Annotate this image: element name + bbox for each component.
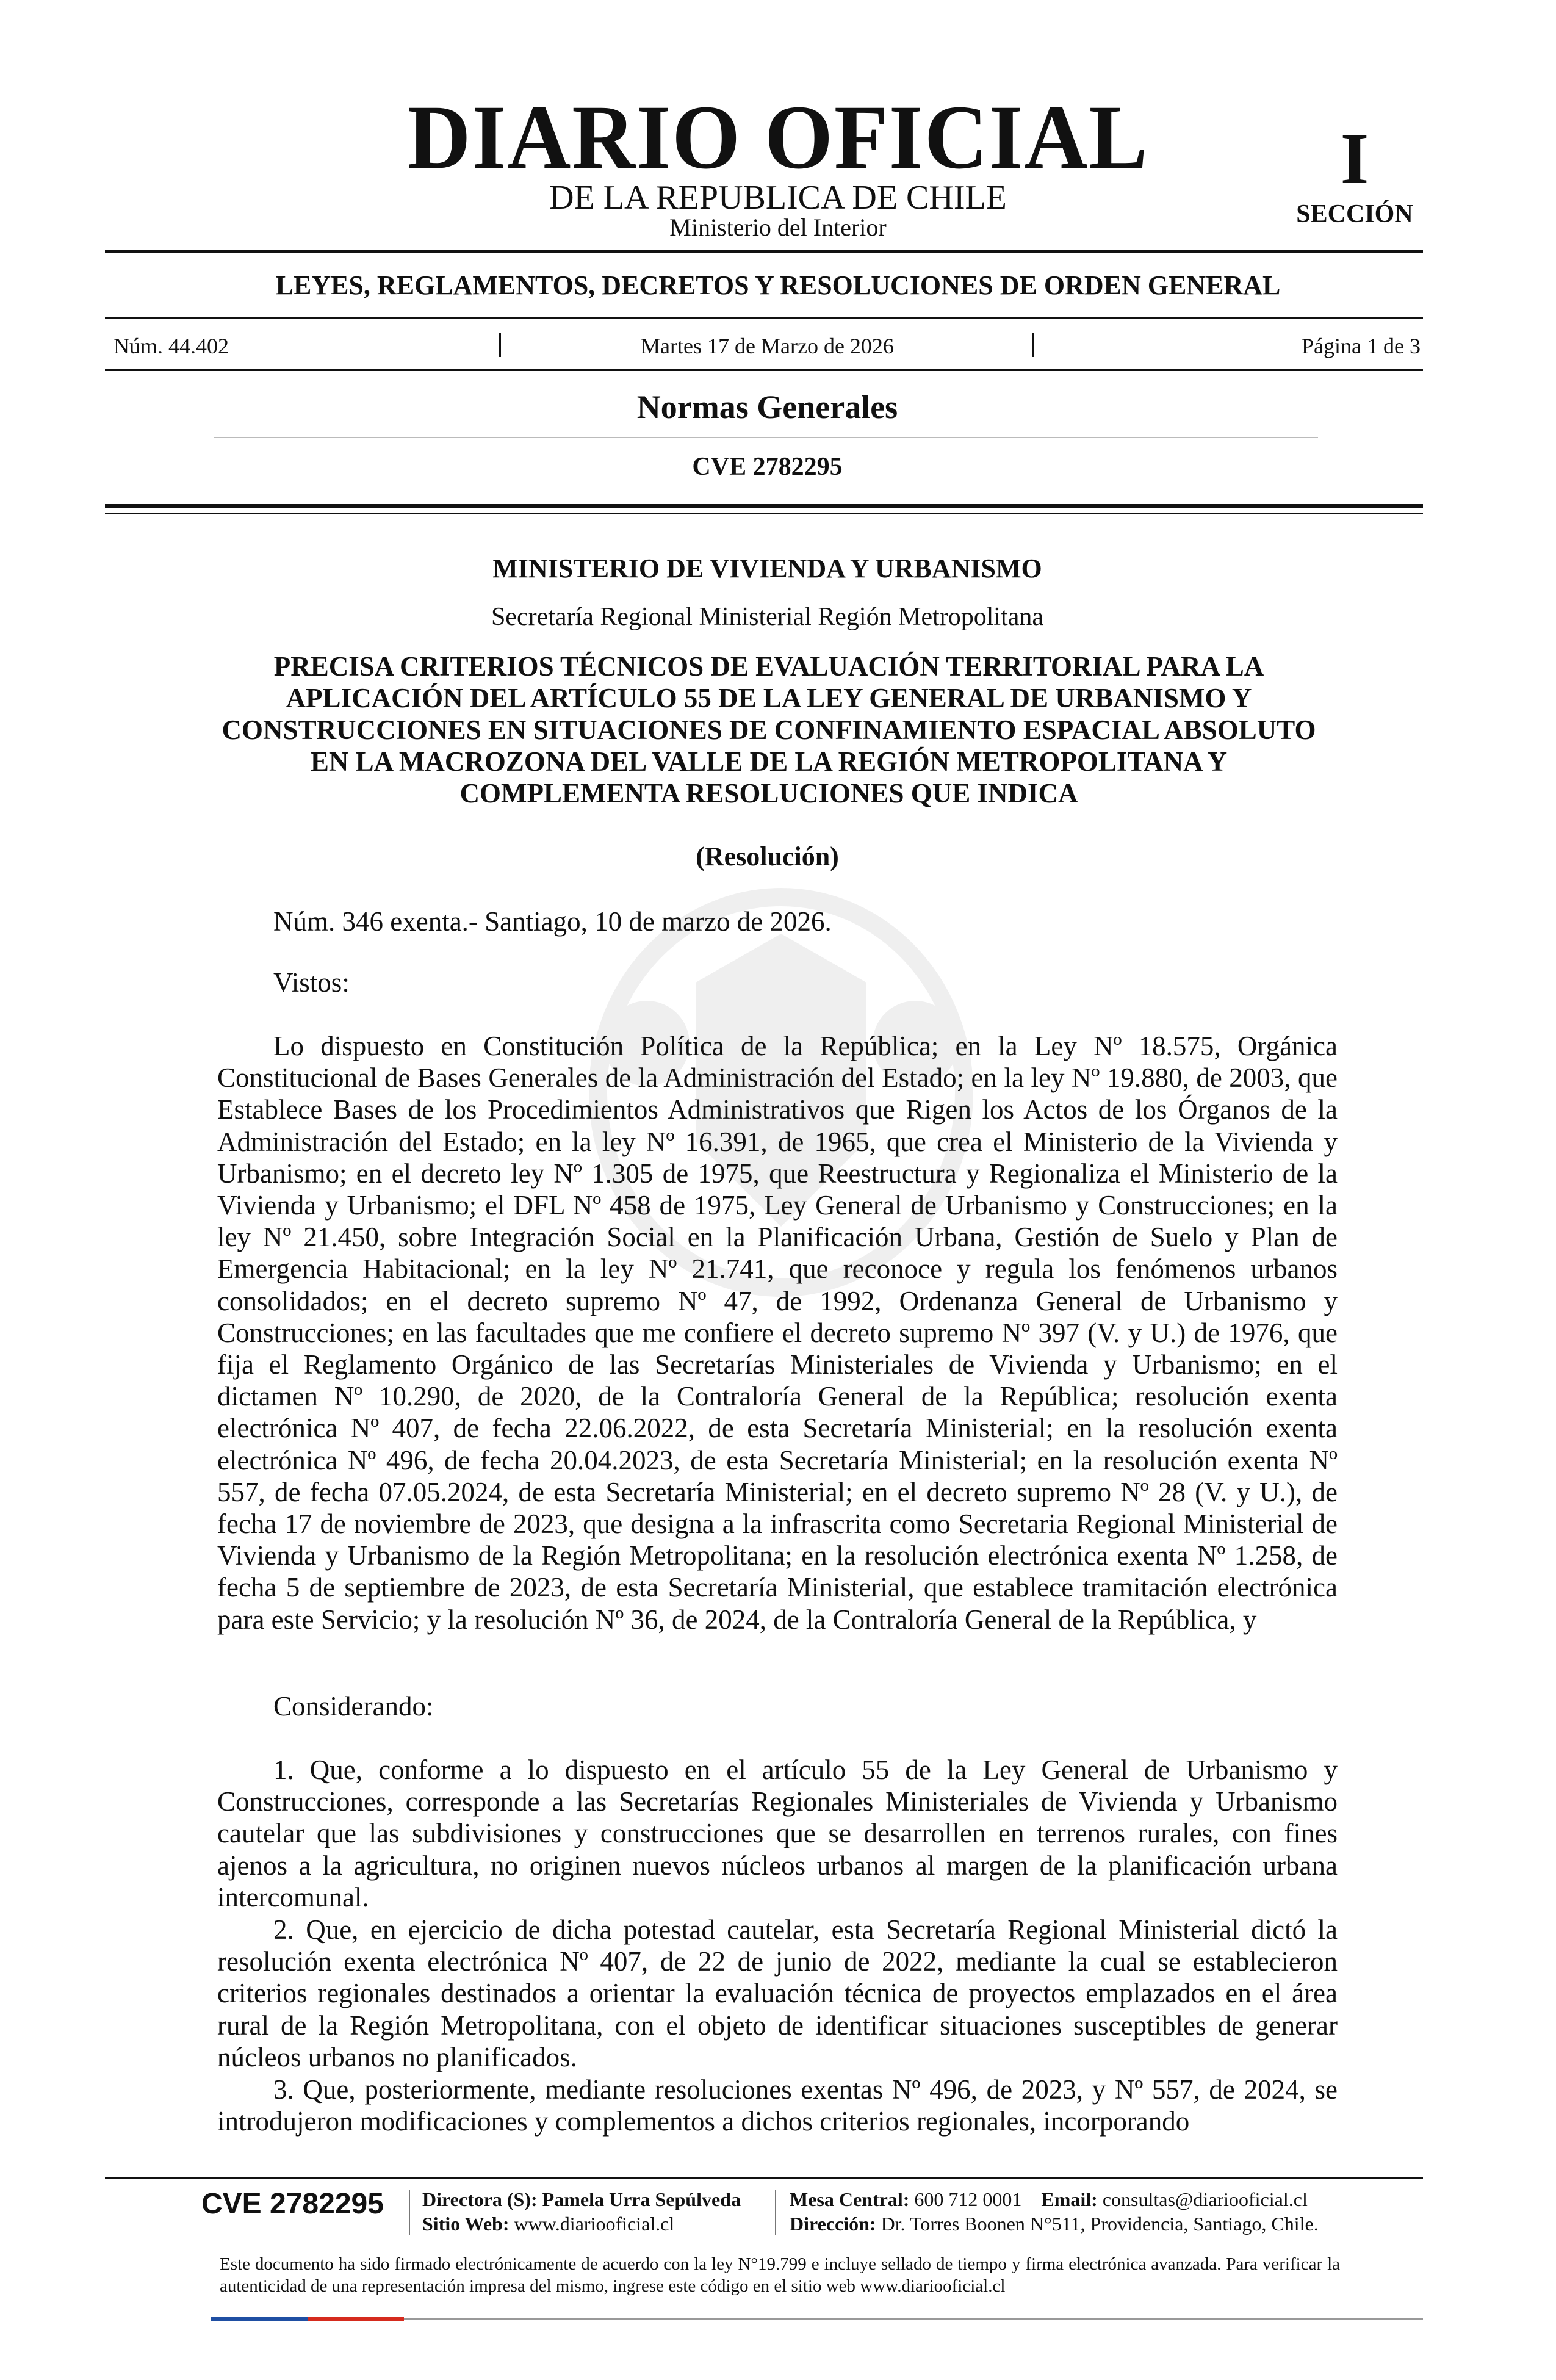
address-label: Dirección: — [790, 2213, 876, 2235]
page-indicator: Página 1 de 3 — [1302, 334, 1421, 358]
web-label: Sitio Web: — [422, 2213, 510, 2235]
section-number: I — [1340, 118, 1369, 199]
masthead-subtitle: DE LA REPUBLICA DE CHILE — [549, 179, 1007, 217]
vistos-text: Lo dispuesto en Constitución Política de la República; en la Ley Nº 18.575, Orgánica Constitucional de Bases Generales de la Administración del Estado; en la ley Nº 19.880, de 2003, que Establece Bases de los Procedimientos Administrativos que Rigen los Actos de los Órganos de la Administración del Estado; en la ley Nº 16.391, de 1965, que crea el Ministerio de la Vivienda y Urbanismo; en el decreto ley Nº 1.305 de 1975, que Reestructura y Regionaliza el Ministerio de la Vivienda y Urbanismo; el DFL Nº 458 de 1975, Ley General de Urbanismo y Construcciones; en la ley Nº 21.450, sobre Integración Social en la Planificación Urbana, Gestión de Suelo y Plan de Emergencia Habitacional; en la ley Nº 21.741, que reconoce y regula los fenómenos urbanos consolidados; en el decreto supremo Nº 47, de 1992, Ordenanza General de Urbanismo y Construcciones; en las facultades que me confiere el decreto supremo Nº 397 (V. y U.) de 1976, que fija el Reglamento Orgánico de las Secretarías Ministeriales de Vivienda y Urbanismo; en el dictamen Nº 10.290, de 2020, de la Contraloría General de la República; resolución exenta electrónica Nº 407, de fecha 22.06.2022, de esta Secretaría Ministerial; en la resolución exenta electrónica Nº 496, de fecha 20.04.2023, de esta Secretaría Ministerial; en la resolución exenta Nº 557, de fecha 07.05.2024, de esta Secretaría Ministerial; en el decreto supremo Nº 28 (V. y U.), de fecha 17 de noviembre de 2023, que designa a la infrascrita como Secretaria Regional Ministerial de Vivienda y Urbanismo de la Región Metropolitana; en la resolución electrónica exenta Nº 1.258, de fecha 5 de septiembre de 2023, de esta Secretaría Ministerial, que establece tramitación electrónica para este Servicio; y la resolución Nº 36, de 2024, de la Contraloría General de la República, y — [217, 1031, 1338, 1635]
footer-cve: CVE 2782295 — [201, 2188, 384, 2220]
office-heading: Secretaría Regional Ministerial Región Metropolitana — [491, 603, 1044, 631]
masthead-ministry: Ministerio del Interior — [669, 214, 887, 241]
document-type: (Resolución) — [696, 842, 839, 871]
considerando-2 — [217, 1914, 1338, 2073]
phone-label: Mesa Central: — [790, 2188, 910, 2210]
footer-rule-top — [105, 2177, 1423, 2179]
director-label: Directora (S): Pamela Urra Sepúlveda — [422, 2188, 741, 2210]
address-value: Dr. Torres Boonen N°511, Providencia, Santiago, Chile. — [881, 2213, 1319, 2235]
section-heading: Normas Generales — [636, 389, 898, 425]
web-link[interactable]: www.diariooficial.cl — [514, 2213, 675, 2235]
double-rule-bottom — [105, 513, 1423, 514]
vistos-label: Vistos: — [273, 967, 350, 998]
considerando-text: 1. Que, conforme a lo dispuesto en el artículo 55 de la Ley General de Urbanismo y Construcciones, corresponde a las Secretarías Regionales Ministeriales de Vivienda y Urbanismo cautelar que las subdivisiones y construcciones que se desarrollen en terrenos rurales, con fines ajenos a la agricultura, no originen nuevos núcleos urbanos al margen de la planificación urbana intercomunal. — [217, 1754, 1338, 1913]
issue-date: Martes 17 de Marzo de 2026 — [641, 334, 894, 358]
phone-value: 600 712 0001 — [914, 2188, 1022, 2210]
footer-contact — [790, 2187, 1319, 2236]
flag-stripe-blue — [211, 2317, 308, 2321]
cve-code: CVE 2782295 — [692, 453, 843, 481]
resolution-title: PRECISA CRITERIOS TÉCNICOS DE EVALUACIÓN TERRITORIAL PARA LA APLICACIÓN DEL ARTÍCULO 55 DE LA LEY GENERAL DE URBANISMO Y CONSTRUCCIONES EN SITUACIONES DE CONFINAMIENTO ESPACIAL ABSOLUTO EN LA MACROZONA DEL VALLE DE LA REGIÓN METROPOLITANA Y COMPLEMENTA RESOLUCIONES QUE INDICA — [222, 651, 1316, 809]
footer-director — [422, 2187, 741, 2236]
banner-rule-bottom — [105, 317, 1423, 319]
flag-stripe-red — [308, 2317, 404, 2321]
masthead-title: DIARIO OFICIAL — [407, 87, 1149, 188]
double-rule-top — [105, 504, 1423, 508]
considerando-text: 2. Que, en ejercicio de dicha potestad cautelar, esta Secretaría Regional Ministerial dictó la resolución exenta electrónica Nº 407, de 22 de junio de 2022, mediante la cual se establecieron criterios regionales destinados a orientar la evaluación técnica de proyectos emplazados en el área rural de la Región Metropolitana, con el objeto de identificar situaciones susceptibles de generar núcleos urbanos no planificados. — [217, 1914, 1338, 2072]
considerando-label: Considerando: — [273, 1691, 434, 1722]
section-label: SECCIÓN — [1296, 200, 1413, 228]
masthead-rule-top — [105, 250, 1423, 253]
ministry-heading: MINISTERIO DE VIVIENDA Y URBANISMO — [492, 554, 1042, 583]
footer-divider — [775, 2190, 776, 2235]
thin-rule — [214, 437, 1318, 438]
issue-rule — [105, 369, 1423, 371]
resolution-number: Núm. 346 exenta.- Santiago, 10 de marzo de 2026. — [273, 906, 832, 937]
signature-note: Este documento ha sido firmado electrónicamente de acuerdo con la ley N°19.799 e incluye sellado de tiempo y firma electrónica avanzada. Para verificar la autenticidad de una representación impresa del mismo, ingrese este código en el sitio web www.diariooficial.cl — [220, 2254, 1340, 2296]
vistos-paragraph — [217, 1030, 1338, 1635]
considerando-1 — [217, 1754, 1338, 1913]
considerando-text: 3. Que, posteriormente, mediante resoluciones exentas Nº 496, de 2023, y Nº 557, de 2024, se introdujeron modificaciones y complementos a dichos criterios regionales, incorporando — [217, 2074, 1338, 2137]
separator — [1032, 333, 1034, 357]
banner-text: LEYES, REGLAMENTOS, DECRETOS Y RESOLUCIONES DE ORDEN GENERAL — [275, 270, 1281, 300]
considerando-3 — [217, 2074, 1338, 2137]
issue-number: Núm. 44.402 — [113, 334, 229, 358]
footer-rule-bottom — [404, 2318, 1423, 2320]
footer-divider — [409, 2190, 410, 2235]
email-label: Email: — [1041, 2188, 1098, 2210]
email-link[interactable]: consultas@diariooficial.cl — [1102, 2188, 1308, 2210]
